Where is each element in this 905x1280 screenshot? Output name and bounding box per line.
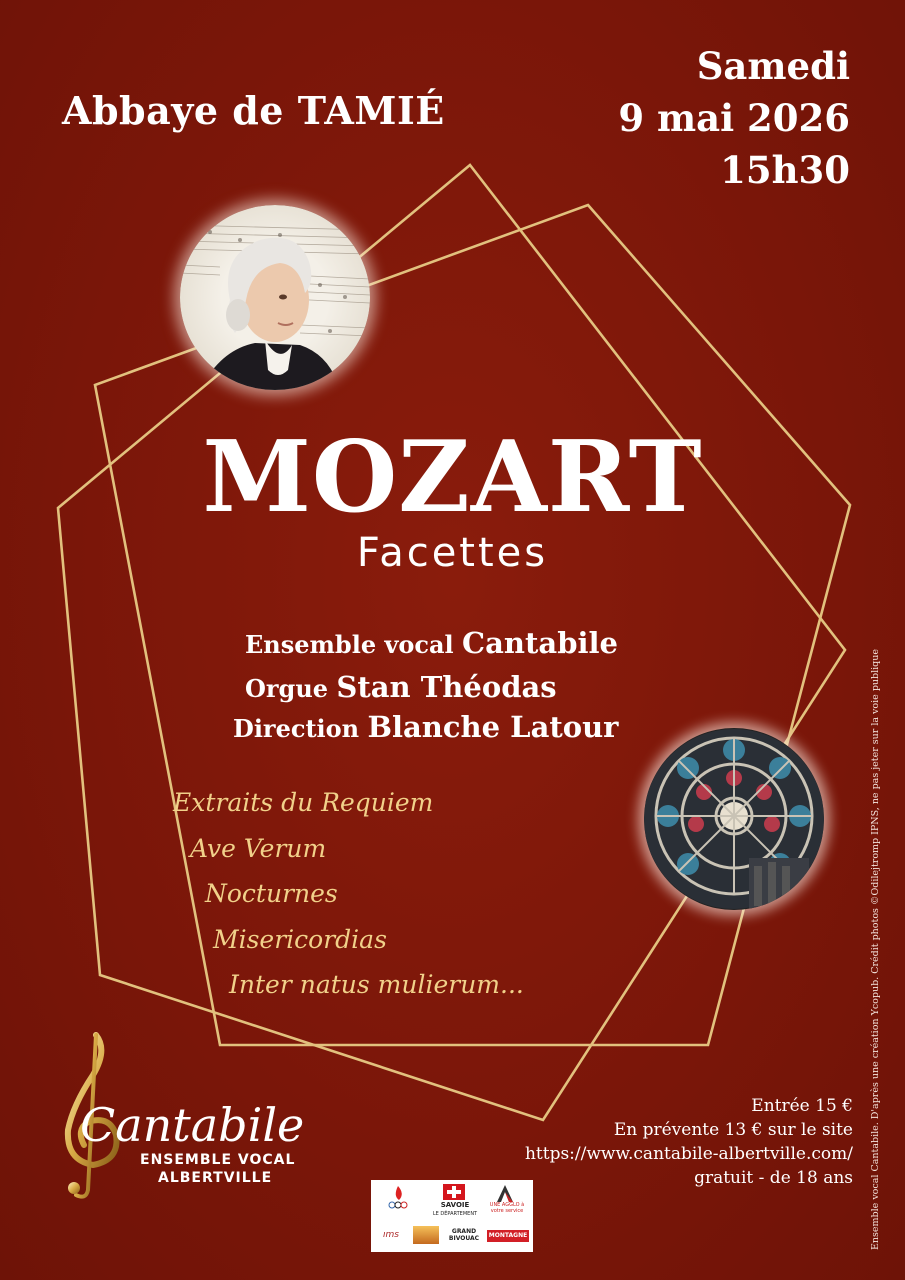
vertical-credit-text: Ensemble vocal Cantabile. D'après une création Ycopub. Crédit photos ©Odilejtromp IPNS, ne pas jeter sur la voie publique <box>870 648 881 1250</box>
albertville-flame-icon <box>385 1184 411 1210</box>
sponsors-block <box>371 1180 533 1252</box>
program-item: Inter natus mulierum... <box>229 970 524 999</box>
credit-ensemble <box>245 626 618 660</box>
logo-city: ALBERTVILLE <box>158 1170 273 1186</box>
sponsor-agglo: UNE AGGLO à votre service <box>489 1202 525 1214</box>
ims-logo-icon: ıms <box>383 1230 399 1240</box>
date-day: Samedi <box>696 44 850 88</box>
savoie-flag-icon <box>443 1184 465 1200</box>
credit-role: Orgue <box>245 674 329 703</box>
credit-name: Cantabile <box>462 626 618 660</box>
program-item: Ave Verum <box>190 834 327 863</box>
mozart-portrait-image <box>180 205 370 390</box>
credit-name: Stan Théodas <box>336 670 557 704</box>
date-block <box>618 40 850 196</box>
program-item: Extraits du Requiem <box>173 788 434 817</box>
program-item: Nocturnes <box>205 879 338 908</box>
website-link[interactable]: https://www.cantabile-albertville.com/ <box>524 1144 853 1164</box>
program-item: Misericordias <box>213 925 387 954</box>
sun-logo-icon <box>413 1226 439 1244</box>
subtitle: Facettes <box>356 530 549 576</box>
date-time: 15h30 <box>720 148 850 192</box>
venue-title: Abbaye de TAMIÉ <box>62 88 445 133</box>
logo-subtitle: ENSEMBLE VOCAL <box>140 1152 296 1168</box>
date-date: 9 mai 2026 <box>618 96 850 140</box>
arlysere-a-icon <box>495 1184 515 1202</box>
credit-organ <box>245 670 557 704</box>
free-entry-note: gratuit - de 18 ans <box>694 1168 853 1188</box>
sponsor-montagne-fm: MONTAGNE FM <box>488 1232 528 1251</box>
credit-role: Direction <box>233 714 360 743</box>
sponsor-departement: LE DÉPARTEMENT <box>432 1211 478 1217</box>
sponsor-grand-bivouac: GRAND BIVOUAC <box>448 1228 480 1242</box>
presale-price: En prévente 13 € sur le site <box>613 1120 853 1140</box>
rose-window-image <box>644 728 824 910</box>
sponsor-savoie: SAVOIE <box>440 1201 470 1209</box>
entry-price: Entrée 15 € <box>751 1096 853 1116</box>
main-title: MOZART <box>202 420 703 535</box>
credit-direction <box>233 710 618 744</box>
logo-name: Cantabile <box>80 1098 305 1152</box>
credit-name: Blanche Latour <box>367 710 619 744</box>
credit-role: Ensemble vocal <box>245 630 454 659</box>
